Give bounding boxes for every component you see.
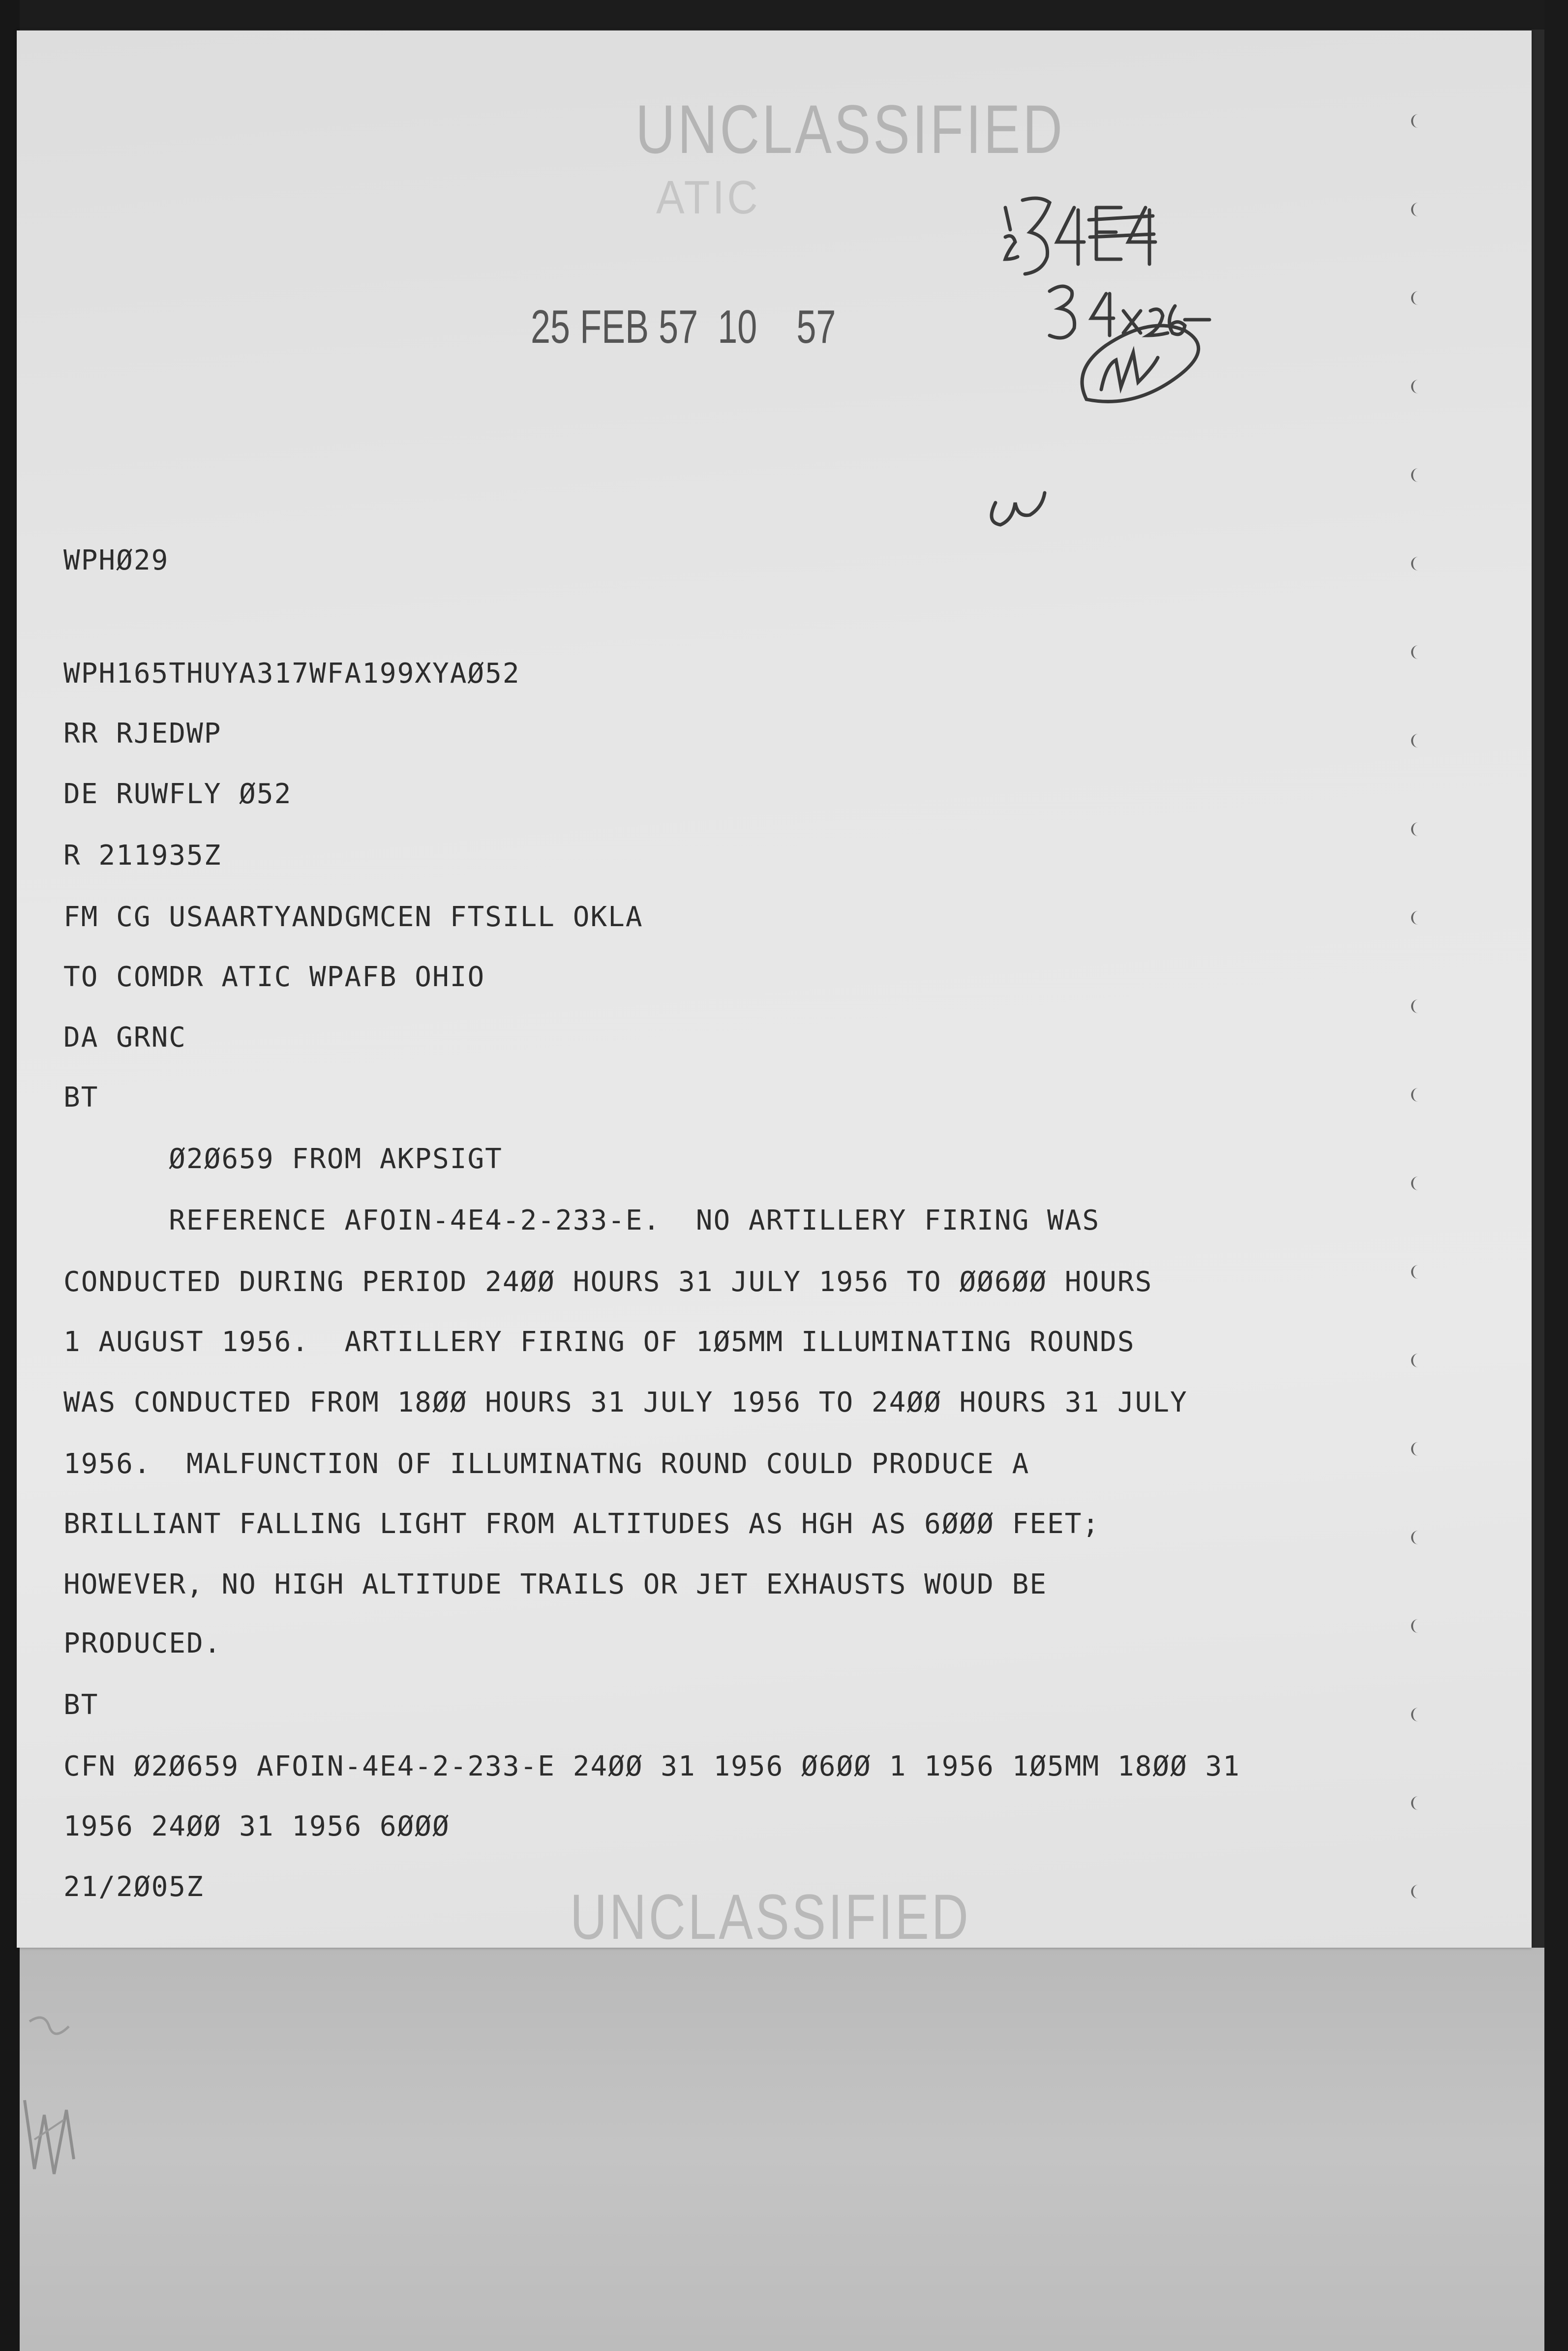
body-line: CONDUCTED DURING PERIOD 24ØØ HOURS 31 JULY 1956 TO ØØ6ØØ HOURS [63, 1266, 1153, 1298]
precedence-line: RR RJEDWP [63, 718, 222, 750]
sprocket-mark [1411, 1885, 1418, 1899]
body-line: BRILLIANT FALLING LIGHT FROM ALTITUDES AS HGH AS 6ØØØ FEET; [63, 1508, 1100, 1540]
sprocket-mark [1411, 380, 1418, 393]
break-line: BT [63, 1082, 99, 1114]
sprocket-mark [1411, 1354, 1418, 1367]
sprocket-mark [1411, 291, 1418, 305]
correction-line: CFN Ø2Ø659 AFOIN-4E4-2-233-E 24ØØ 31 1956 Ø6ØØ 1 1956 1Ø5MM 18ØØ 31 [63, 1750, 1240, 1782]
end-time-line: 21/2Ø05Z [63, 1871, 204, 1903]
sprocket-mark [1411, 1088, 1418, 1102]
teletype-sprocket-marks [1411, 114, 1441, 1934]
sprocket-mark [1411, 203, 1418, 216]
sprocket-mark [1411, 114, 1418, 128]
break-line: BT [63, 1689, 99, 1721]
date-time-group-line: R 211935Z [63, 840, 222, 872]
sprocket-mark [1411, 1708, 1418, 1721]
backdrop-pencil-marks [20, 1992, 118, 2199]
sprocket-mark [1411, 1442, 1418, 1456]
sprocket-mark [1411, 911, 1418, 925]
body-line: WAS CONDUCTED FROM 18ØØ HOURS 31 JULY 1956 TO 24ØØ HOURS 31 JULY [63, 1386, 1188, 1418]
scan-backdrop [20, 1948, 1544, 2351]
to-line: TO COMDR ATIC WPAFB OHIO [63, 961, 485, 993]
classification-stamp-top: UNCLASSIFIED [635, 90, 1065, 168]
film-frame-right [1544, 0, 1568, 2351]
film-frame-top [0, 0, 1568, 30]
from-line: FM CG USAARTYANDGMCEN FTSILL OKLA [63, 901, 643, 933]
date-time-received-stamp: 25 FEB 57 10 57 [531, 301, 836, 353]
sprocket-mark [1411, 1176, 1418, 1190]
sprocket-mark [1411, 1531, 1418, 1544]
body-line: REFERENCE AFOIN-4E4-2-233-E. NO ARTILLERY FIRING WAS [63, 1205, 1100, 1236]
body-line: HOWEVER, NO HIGH ALTITUDE TRAILS OR JET EXHAUSTS WOUD BE [63, 1568, 1048, 1600]
sprocket-mark [1411, 734, 1418, 748]
classification-stamp-sub: ATIC [656, 171, 760, 224]
sprocket-mark [1411, 1796, 1418, 1810]
correction-line: 1956 24ØØ 31 1956 6ØØØ [63, 1810, 450, 1842]
teletype-document-page [17, 30, 1532, 1953]
body-line: PRODUCED. [63, 1628, 222, 1659]
sprocket-mark [1411, 557, 1418, 571]
body-line: 1 AUGUST 1956. ARTILLERY FIRING OF 1Ø5MM ILLUMINATING ROUNDS [63, 1326, 1135, 1358]
sprocket-mark [1411, 645, 1418, 659]
info-line: DA GRNC [63, 1022, 187, 1054]
sprocket-mark [1411, 468, 1418, 482]
routing-line: WPHØ29 [63, 544, 169, 576]
body-line: Ø2Ø659 FROM AKPSIGT [63, 1143, 503, 1175]
sprocket-mark [1411, 1619, 1418, 1633]
body-line: 1956. MALFUNCTION OF ILLUMINATNG ROUND COULD PRODUCE A [63, 1448, 1030, 1480]
header-line: WPH165THUYA317WFA199XYAØ52 [63, 658, 520, 690]
classification-stamp-bottom: UNCLASSIFIED [570, 1881, 971, 1953]
handwritten-annotations [976, 188, 1330, 572]
sprocket-mark [1411, 822, 1418, 836]
origin-station-line: DE RUWFLY Ø52 [63, 778, 292, 810]
sprocket-mark [1411, 999, 1418, 1013]
sprocket-mark [1411, 1265, 1418, 1279]
